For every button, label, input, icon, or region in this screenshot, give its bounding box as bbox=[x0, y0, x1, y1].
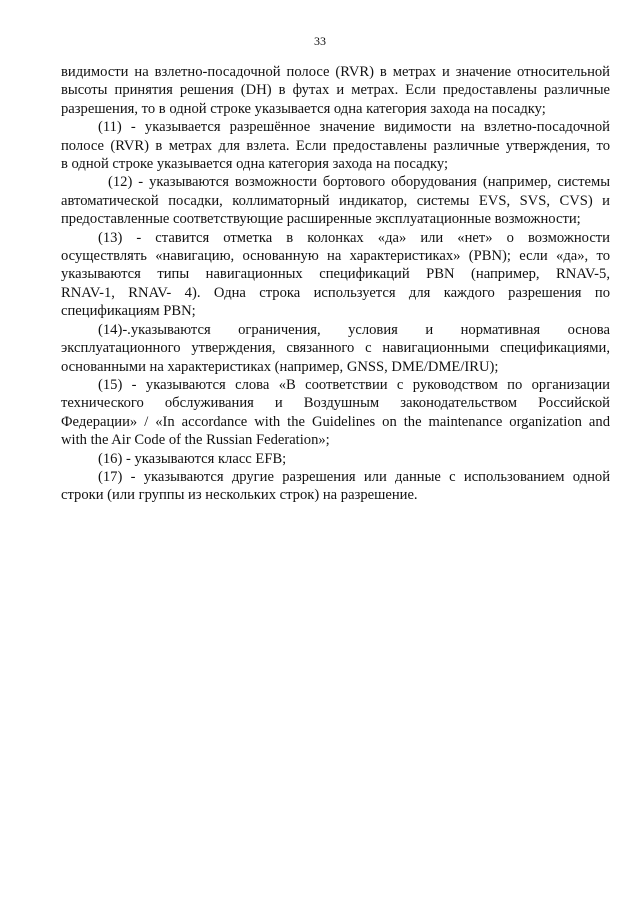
text-line: (15) - указываются слова «В соответствии с руководством по организации bbox=[98, 376, 610, 393]
text-line: (17) - указываются другие разрешения или данные с использованием одной bbox=[98, 468, 610, 485]
text-line: (14)-.указываются ограничения, условия и нормативная основа bbox=[98, 321, 610, 338]
text-line: строки (или группы из нескольких строк) на разрешение. bbox=[61, 487, 418, 504]
text-line: RNAV-1, RNAV- 4). Одна строка используется для каждого разрешения по bbox=[61, 284, 610, 301]
body-text bbox=[61, 63, 610, 505]
text-line: автоматической посадки, коллиматорный индикатор, системы EVS, SVS, CVS) и bbox=[61, 192, 610, 209]
text-line: разрешения, то в одной строке указывается одна категория захода на посадку; bbox=[61, 100, 546, 117]
text-line: (12) - указываются возможности бортового оборудования (например, системы bbox=[108, 174, 610, 191]
text-line: видимости на взлетно-посадочной полосе (RVR) в метрах и значение относительной bbox=[61, 64, 610, 80]
text-line: высоты принятия решения (DH) в футах и метрах. Если предоставлены различные bbox=[61, 82, 610, 99]
text-line: (11) - указывается разрешённое значение видимости на взлетно-посадочной bbox=[98, 119, 610, 136]
text-line: осуществлять «навигацию, основанную на характеристиках» (PBN); если «да», то bbox=[61, 248, 610, 265]
text-line: Федерации» / «In accordance with the Guidelines on the maintenance organization and bbox=[61, 413, 610, 430]
page-number: 33 bbox=[314, 34, 326, 48]
text-line: указываются типы навигационных спецификаций PBN (например, RNAV-5, bbox=[61, 266, 610, 283]
text-line: (13) - ставится отметка в колонках «да» или «нет» о возможности bbox=[98, 229, 610, 246]
text-line: with the Air Code of the Russian Federation»; bbox=[61, 432, 330, 449]
text-line: (16) - указываются класс EFB; bbox=[98, 450, 287, 467]
text-line: технического обслуживания и Воздушным законодательством Российской bbox=[61, 395, 610, 412]
text-line: в одной строке указывается одна категория захода на посадку; bbox=[61, 156, 449, 173]
text-line: полосе (RVR) в метрах для взлета. Если предоставлены различные утверждения, то bbox=[61, 137, 610, 154]
text-line: эксплуатационного утверждения, связанного с навигационными спецификациями, bbox=[61, 340, 610, 357]
text-line: спецификациям PBN; bbox=[61, 303, 196, 320]
text-line: основанными на характеристиках (например, GNSS, DME/DME/IRU); bbox=[61, 358, 499, 375]
text-line: предоставленные соответствующие расширенные эксплуатационные возможности; bbox=[61, 211, 581, 228]
